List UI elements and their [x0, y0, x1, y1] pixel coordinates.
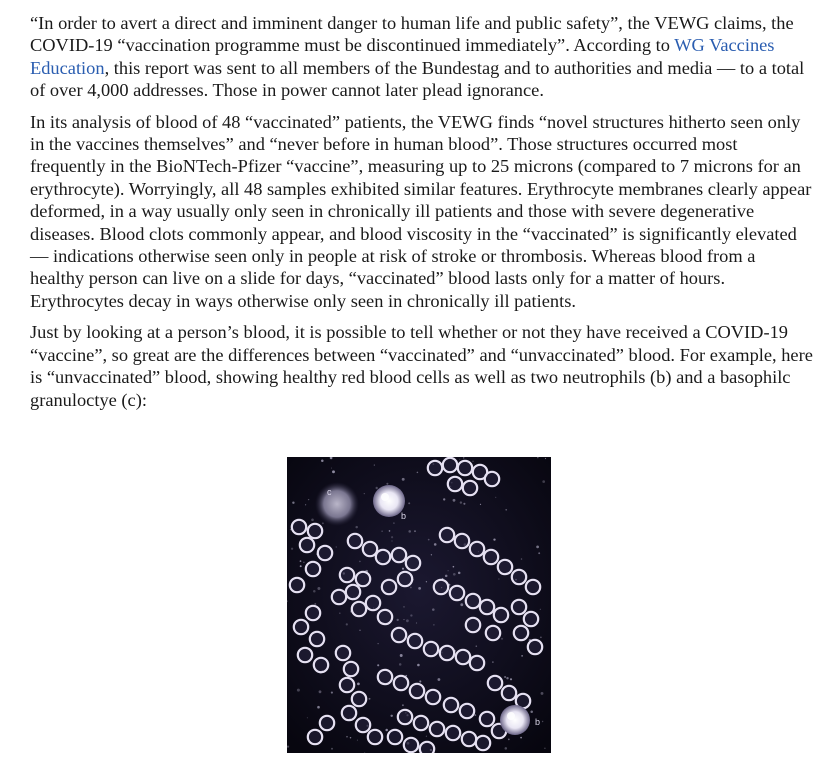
red-blood-cell [306, 562, 320, 576]
platelet-speck [542, 480, 545, 483]
platelet-speck [319, 690, 322, 693]
platelet-speck [376, 487, 378, 489]
red-blood-cell [398, 710, 412, 724]
platelet-speck [530, 710, 533, 713]
red-blood-cell [466, 594, 480, 608]
red-blood-cell [463, 481, 477, 495]
red-blood-cell [366, 596, 380, 610]
article-body [30, 12, 814, 420]
label-b-top: b [401, 511, 407, 521]
platelet-speck [426, 736, 427, 737]
red-blood-cell [462, 732, 476, 746]
red-blood-cell [306, 606, 320, 620]
platelet-speck [445, 575, 448, 578]
platelet-speck [418, 587, 421, 590]
platelet-speck [434, 543, 437, 546]
red-blood-cell [524, 612, 538, 626]
red-blood-cell [444, 698, 458, 712]
red-blood-cell [448, 477, 462, 491]
red-blood-cell [424, 642, 438, 656]
platelet-speck [317, 587, 320, 590]
platelet-speck [501, 638, 503, 640]
red-blood-cell [382, 580, 396, 594]
blood-micrograph [287, 457, 551, 753]
red-blood-cell [392, 628, 406, 642]
red-blood-cell [420, 742, 434, 753]
red-blood-cell [352, 692, 366, 706]
platelet-speck [300, 560, 302, 562]
red-blood-cell [314, 658, 328, 672]
platelet-speck [545, 458, 546, 459]
red-blood-cell [410, 684, 424, 698]
platelet-speck [498, 578, 499, 579]
red-blood-cell [308, 524, 322, 538]
red-blood-cell [363, 542, 377, 556]
label-c: c [327, 487, 332, 497]
platelet-speck [417, 664, 420, 667]
platelet-speck [313, 590, 316, 593]
neutrophil-bottom-highlight [507, 712, 515, 720]
red-blood-cell [408, 634, 422, 648]
red-blood-cell [526, 580, 540, 594]
platelet-speck [495, 497, 496, 498]
platelet-speck [542, 721, 543, 722]
platelet-speck [508, 739, 510, 741]
platelet-speck [322, 522, 324, 524]
red-blood-cell [458, 461, 472, 475]
platelet-speck [317, 706, 320, 709]
neutrophil-bottom [500, 705, 530, 735]
red-blood-cell [443, 458, 457, 472]
red-blood-cell [394, 676, 408, 690]
platelet-speck [521, 558, 523, 560]
red-blood-cell [392, 548, 406, 562]
red-blood-cell [404, 738, 418, 752]
platelet-speck [402, 568, 404, 570]
platelet-speck [374, 465, 375, 466]
red-blood-cell [414, 716, 428, 730]
platelet-speck [540, 636, 542, 638]
platelet-speck [381, 530, 382, 531]
platelet-speck [460, 501, 462, 503]
red-blood-cell [430, 722, 444, 736]
platelet-speck [389, 530, 391, 532]
platelet-speck [336, 546, 337, 547]
platelet-speck [397, 619, 399, 621]
red-blood-cell [378, 670, 392, 684]
red-blood-cell [476, 736, 490, 750]
red-blood-cell [460, 704, 474, 718]
platelet-speck [350, 737, 351, 738]
platelet-speck [493, 538, 495, 540]
red-blood-cell [348, 534, 362, 548]
label-b-bottom: b [535, 717, 541, 727]
platelet-speck [474, 714, 476, 716]
platelet-speck [346, 623, 348, 625]
red-blood-cell [450, 586, 464, 600]
platelet-speck [369, 698, 371, 700]
platelet-speck [521, 655, 523, 657]
platelet-speck [432, 608, 435, 611]
platelet-speck [359, 630, 360, 631]
red-blood-cell [502, 686, 516, 700]
platelet-speck [402, 704, 404, 706]
platelet-speck [505, 509, 507, 511]
platelet-speck [331, 748, 333, 750]
red-blood-cell [290, 578, 304, 592]
blood-micrograph-image [287, 457, 551, 753]
red-blood-cell [512, 570, 526, 584]
platelet-speck [311, 519, 314, 522]
basophil-granulocyte [315, 482, 359, 526]
red-blood-cell [342, 706, 356, 720]
red-blood-cell [470, 656, 484, 670]
platelet-speck [400, 654, 403, 657]
platelet-speck [431, 554, 432, 555]
red-blood-cell [356, 572, 370, 586]
red-blood-cell [446, 726, 460, 740]
red-blood-cell [426, 690, 440, 704]
platelet-speck [331, 468, 332, 469]
red-blood-cell [484, 550, 498, 564]
red-blood-cell [470, 542, 484, 556]
platelet-speck [305, 504, 306, 505]
platelet-speck [406, 619, 409, 622]
platelet-speck [453, 566, 455, 568]
platelet-speck [303, 562, 304, 563]
red-blood-cell [298, 648, 312, 662]
paragraph-1 [30, 12, 814, 102]
red-blood-cell [456, 650, 470, 664]
neutrophil-top-highlight [381, 493, 389, 501]
red-blood-cell [318, 546, 332, 560]
platelet-speck [357, 740, 358, 741]
platelet-speck [536, 546, 539, 549]
platelet-speck [346, 736, 348, 738]
platelet-speck [410, 587, 412, 589]
platelet-speck [355, 526, 357, 528]
red-blood-cell [485, 472, 499, 486]
platelet-speck [463, 457, 464, 458]
red-blood-cell [320, 716, 334, 730]
platelet-speck [428, 539, 430, 541]
platelet-speck [331, 692, 333, 694]
platelet-speck [492, 661, 493, 662]
paragraph-2: In its analysis of blood of 48 “vaccinated” patients, the VEWG finds “novel structures hitherto seen only in the vaccines themselves” and “never before in human blood”. Those structures occurred most frequently in the BioNTech-Pfizer “vaccine”, measuring up to 25 microns (compared to 7 microns for an erythrocyte). Worryingly, all 48 samples exhibited similar features. Erythrocyte membranes clearly appear deformed, in a way usually only seen in chronically ill patients and those with severe degenerative diseases. Blood clots commonly appear, and blood viscosity in the “vaccinated” is significantly elevated — indications otherwise seen only in people at risk of stroke or thrombosis. Whereas blood from a healthy person can live on a slide for days, “vaccinated” blood lasts only for a matter of hours. Erythrocytes decay in ways otherwise only seen in chronically ill patients. [30, 111, 812, 311]
platelet-speck [332, 470, 335, 473]
platelet-speck [426, 581, 427, 582]
platelet-speck [297, 689, 300, 692]
platelet-speck [476, 645, 478, 647]
platelet-speck [504, 676, 506, 678]
red-blood-cell [352, 602, 366, 616]
platelet-speck [377, 664, 379, 666]
wg-vaccines-education-link[interactable]: WG Vaccines Education [30, 35, 775, 78]
platelet-speck [506, 677, 508, 679]
platelet-speck [390, 715, 392, 717]
red-blood-cell [332, 590, 346, 604]
red-blood-cell [455, 534, 469, 548]
red-blood-cell [406, 556, 420, 570]
red-blood-cell [480, 712, 494, 726]
platelet-speck [403, 619, 404, 620]
platelet-speck [505, 747, 508, 750]
platelet-speck [291, 548, 293, 550]
platelet-speck [314, 603, 316, 605]
red-blood-cell [440, 646, 454, 660]
red-blood-cell [292, 520, 306, 534]
platelet-speck [290, 529, 291, 530]
red-blood-cell [356, 718, 370, 732]
platelet-speck [385, 729, 388, 732]
platelet-speck [402, 478, 405, 481]
platelet-speck [538, 552, 540, 554]
platelet-speck [399, 663, 402, 666]
platelet-speck [520, 737, 522, 739]
platelet-speck [393, 522, 395, 524]
platelet-speck [419, 680, 421, 682]
red-blood-cell [340, 568, 354, 582]
platelet-speck [403, 606, 404, 607]
platelet-speck [364, 493, 365, 494]
platelet-speck [307, 717, 308, 718]
platelet-speck [414, 530, 416, 532]
platelet-speck [433, 624, 434, 625]
platelet-speck [541, 692, 544, 695]
platelet-speck [308, 499, 309, 500]
red-blood-cell [340, 678, 354, 692]
platelet-speck [410, 614, 412, 616]
platelet-speck [453, 499, 456, 502]
platelet-speck [460, 603, 463, 606]
platelet-speck [416, 622, 417, 623]
red-blood-cell [528, 640, 542, 654]
platelet-speck [378, 643, 379, 644]
platelet-speck [386, 483, 388, 485]
platelet-speck [357, 683, 360, 686]
platelet-speck [480, 504, 481, 505]
platelet-speck [463, 503, 465, 505]
red-blood-cell [376, 550, 390, 564]
red-blood-cell [428, 461, 442, 475]
paragraph-1-text-before-link: “In order to avert a direct and imminent danger to human life and public safety”, the VEWG claims, the COVID-19 “vaccination programme must be discontinued immediately”. According to [30, 13, 794, 56]
red-blood-cell [294, 620, 308, 634]
red-blood-cell [346, 585, 360, 599]
platelet-speck [459, 459, 460, 460]
platelet-speck [544, 747, 546, 749]
red-blood-cell [310, 632, 324, 646]
platelet-speck [443, 498, 445, 500]
platelet-speck [300, 565, 302, 567]
platelet-speck [292, 501, 294, 503]
platelet-speck [391, 536, 393, 538]
platelet-speck [408, 530, 411, 533]
red-blood-cell [368, 730, 382, 744]
paragraph-3: Just by looking at a person’s blood, it is possible to tell whether or not they have received a COVID-19 “vaccine”, so great are the differences between “vaccinated” and “unvaccinated” blood. For example, here is “unvaccinated” blood, showing healthy red blood cells as well as two neutrophils (b) and a basophilc granuloctye (c): [30, 322, 813, 410]
red-blood-cell [480, 600, 494, 614]
red-blood-cell [308, 730, 322, 744]
platelet-speck [359, 561, 361, 563]
platelet-speck [540, 609, 541, 610]
platelet-speck [392, 541, 393, 542]
platelet-speck [339, 612, 341, 614]
red-blood-cell [398, 572, 412, 586]
red-blood-cell [486, 626, 500, 640]
red-blood-cell [514, 626, 528, 640]
platelet-speck [448, 570, 449, 571]
red-blood-cell [300, 538, 314, 552]
red-blood-cell [388, 730, 402, 744]
red-blood-cell [466, 618, 480, 632]
red-blood-cell [498, 560, 512, 574]
platelet-speck [417, 472, 419, 474]
red-blood-cell [344, 662, 358, 676]
red-blood-cell [512, 600, 526, 614]
platelet-speck [437, 678, 440, 681]
red-blood-cell [440, 528, 454, 542]
platelet-speck [408, 502, 410, 504]
red-blood-cell [494, 608, 508, 622]
red-blood-cell [488, 676, 502, 690]
platelet-speck [472, 461, 473, 462]
red-blood-cell [378, 610, 392, 624]
platelet-speck [510, 678, 512, 680]
red-blood-cell [434, 580, 448, 594]
red-blood-cell [336, 646, 350, 660]
platelet-speck [453, 573, 456, 576]
paragraph-1-text-after-link: , this report was sent to all members of the Bundestag and to authorities and media — to a total of over 4,000 addresses. Those in power cannot later plead ignorance. [30, 57, 805, 101]
platelet-speck [458, 572, 461, 575]
platelet-speck [321, 460, 324, 463]
